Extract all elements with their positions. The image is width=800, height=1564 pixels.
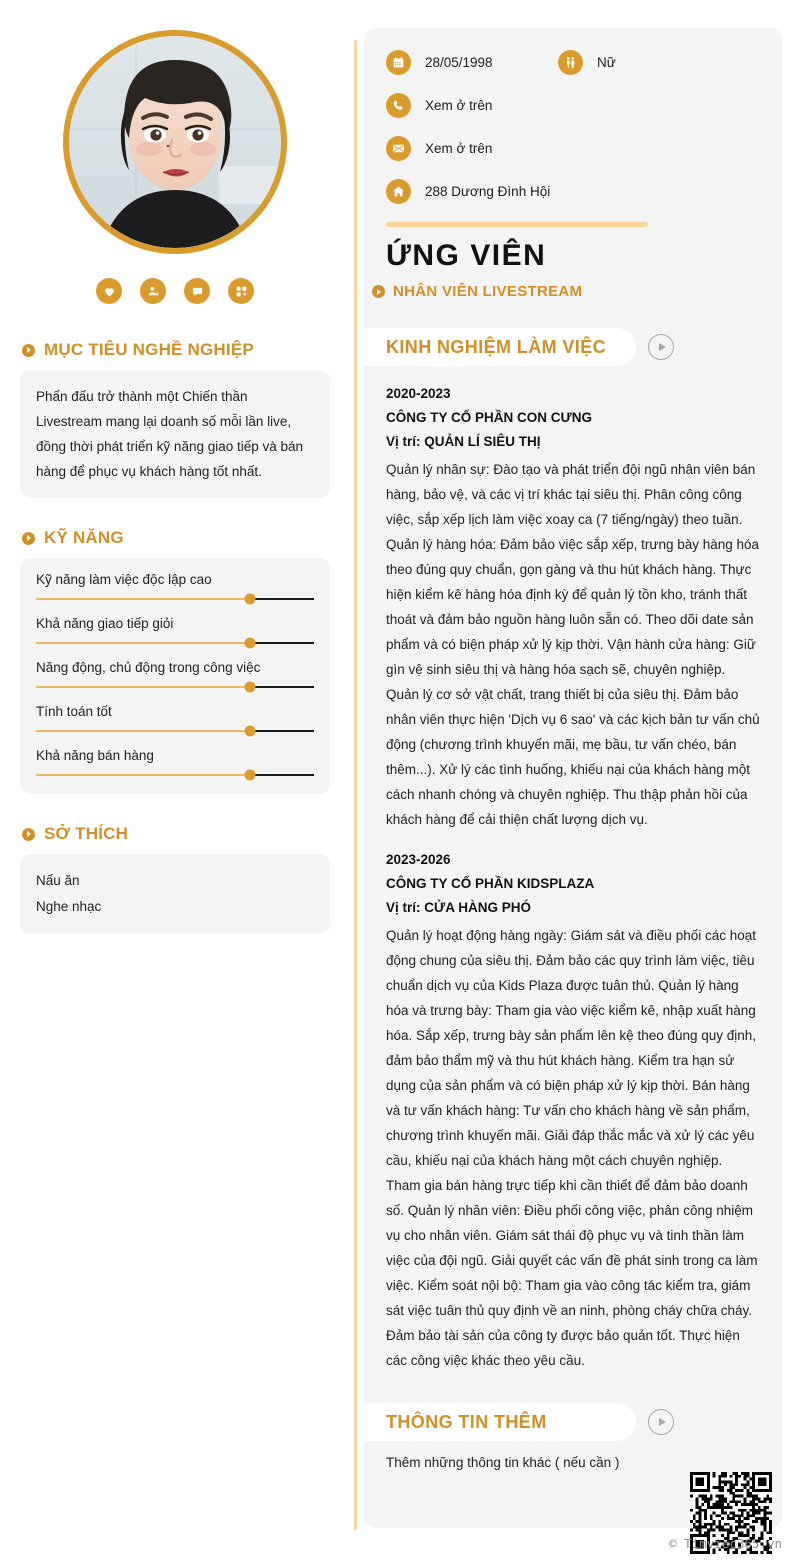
experience-company: CÔNG TY CỔ PHẦN CON CƯNG (386, 410, 592, 425)
experience-heading-row (364, 328, 782, 366)
hobbies-section (20, 824, 330, 934)
avatar-photo (69, 36, 281, 248)
experience-item (386, 848, 760, 1373)
experience-description: Quản lý hoạt động hàng ngày: Giám sát và điều phối các hoạt động chung của siêu thị. Đảm bảo các quy trình làm việc, tiêu chuẩn dịch vụ của Kids Plaza được tuân thủ. Quản lý hàng hóa và trưng bày: Tham gia vào việc kiểm kê, nhập xuất hàng hóa. Sắp xếp, trưng bày sản phẩm lên kệ theo đúng quy định, đảm bảo thẩm mỹ và thu hút khách hàng. Kiểm tra hạn sử dụng của sản phẩm và có biện pháp xử lý kịp thời. Bán hàng và tư vấn khách hàng: Tư vấn cho khách hàng về sản phẩm, chương trình khuyến mãi. Giải đáp thắc mắc và xử lý các yêu cầu, khiếu nại của khách hàng một cách chuyên nghiệp. Tham gia bán hàng trực tiếp khi cần thiết để đảm bảo doanh số. Quản lý nhân viên: Điều phối công việc, phân công nhiệm vụ cho nhân viên. Giám sát thái độ phục vụ và tinh thần làm việc của đội ngũ. Giải quyết các vấn đề phát sinh trong ca làm việc. Kiểm soát nội bộ: Tham gia vào công tác kiểm tra, giám sát việc tuân thủ quy định về an ninh, phòng cháy chữa cháy. Đảm bảo tài sản của công ty được bảo quản tốt. Thực hiện các công việc khác theo yêu cầu. (386, 928, 758, 1368)
bullet-arrow-icon (22, 532, 35, 545)
skill-track[interactable] (36, 730, 314, 732)
skills-card (20, 558, 330, 794)
skill-track[interactable] (36, 598, 314, 600)
phone-value: Xem ở trên (425, 98, 493, 113)
objective-text: Phấn đấu trở thành một Chiến thần Livestream mang lại doanh số mỗi lần live, đồng thời phát triển kỹ năng giao tiếp và bán hàng để phục vụ khách hàng tốt nhất. (36, 389, 304, 479)
skill-item (36, 660, 314, 688)
skill-knob[interactable] (245, 726, 256, 737)
skill-fill (36, 642, 250, 644)
bullet-arrow-icon (22, 828, 35, 841)
skill-knob[interactable] (245, 770, 256, 781)
experience-heading: KINH NGHIỆM LÀM VIỆC (386, 336, 607, 357)
experience-role: Vị trí: CỬA HÀNG PHÓ (386, 900, 531, 915)
footer-watermark: © Timviec365.vn (669, 1536, 782, 1551)
experience-item (386, 382, 760, 832)
avatar (63, 30, 287, 254)
page-title: ỨNG VIÊN (386, 239, 547, 272)
skill-item (36, 616, 314, 644)
left-column (0, 0, 350, 1564)
skill-item (36, 704, 314, 732)
skill-fill (36, 598, 250, 600)
add-user-icon[interactable] (140, 278, 166, 304)
extra-note: Thêm những thông tin khác ( nếu cần ) (386, 1455, 620, 1470)
calendar-icon (386, 50, 411, 75)
skill-label: Kỹ năng làm việc độc lập cao (36, 572, 212, 587)
objective-card (20, 370, 330, 498)
experience-role: Vị trí: QUẢN LÍ SIÊU THỊ (386, 434, 541, 449)
right-card (364, 28, 782, 1528)
social-icon-row (20, 278, 330, 304)
play-icon[interactable] (648, 334, 674, 360)
dob-cell (386, 50, 558, 75)
skill-label: Tính toán tốt (36, 704, 112, 719)
experience-company: CÔNG TY CỔ PHẦN KIDSPLAZA (386, 876, 595, 891)
extra-pill (364, 1403, 636, 1441)
contact-row (386, 136, 760, 161)
play-icon[interactable] (648, 1409, 674, 1435)
skills-section (20, 528, 330, 794)
skill-knob[interactable] (245, 638, 256, 649)
gender-value: Nữ (597, 55, 616, 70)
objective-section (20, 340, 330, 498)
gender-cell (558, 50, 616, 75)
skill-track[interactable] (36, 686, 314, 688)
skill-label: Năng động, chủ động trong công việc (36, 660, 261, 675)
skill-label: Khả năng bán hàng (36, 748, 154, 763)
position-row (372, 283, 782, 300)
apps-icon[interactable] (228, 278, 254, 304)
skill-knob[interactable] (245, 682, 256, 693)
skill-fill (36, 686, 250, 688)
skill-track[interactable] (36, 774, 314, 776)
hobbies-heading: SỞ THÍCH (44, 824, 129, 843)
contact-row (386, 50, 760, 75)
skill-label: Khả năng giao tiếp giỏi (36, 616, 174, 631)
skill-fill (36, 774, 250, 776)
experience-description: Quản lý nhân sự: Đào tạo và phát triển đội ngũ nhân viên bán hàng, bảo vệ, và các vị trí khác tại siêu thị. Phân công công việc, sắp xếp lịch làm việc xoay ca (7 tiếng/ngày) theo tuần. Quản lý hàng hóa: Đảm bảo việc sắp xếp, trưng bày hàng hóa theo đúng quy chuẩn, gọn gàng và thu hút khách hàng. Thực hiện kiểm kê hàng hóa định kỳ để quản lý tồn kho, tránh thất thoát và đảm bảo nguồn hàng luôn sẵn có. Theo dõi date sản phẩm và có biện pháp xử lý kịp thời. Vận hành cửa hàng: Giữ gìn vệ sinh siêu thị và hàng hóa sạch sẽ, chuyên nghiệp. Quản lý cơ sở vật chất, trang thiết bị của siêu thị. Đảm bảo nhân viên thực hiện 'Dịch vụ 6 sao' và các kịch bản tư vấn chủ động (chương trình khuyến mãi, mẹ bầu, tư vấn chéo, bán thêm...). Xử lý các tình huống, khiếu nại của khách hàng một cách nhanh chóng và chuyên nghiệp. Thu thập phản hồi của khách hàng để cải thiện chất lượng dịch vụ. (386, 462, 760, 827)
skill-item (36, 572, 314, 600)
dob-value: 28/05/1998 (425, 55, 493, 70)
skills-heading-row (22, 528, 330, 548)
hobby-item: Nấu ăn (36, 873, 80, 888)
skills-heading: KỸ NĂNG (44, 528, 124, 547)
objective-heading-row (22, 340, 330, 360)
contact-block (364, 28, 782, 204)
gender-icon (558, 50, 583, 75)
email-value: Xem ở trên (425, 141, 493, 156)
hobbies-list (36, 868, 314, 920)
contact-row (386, 93, 760, 118)
home-icon (386, 179, 411, 204)
experience-date: 2020-2023 (386, 386, 451, 401)
skill-fill (36, 730, 250, 732)
bullet-arrow-icon (22, 344, 35, 357)
objective-heading: MỤC TIÊU NGHỀ NGHIỆP (44, 340, 254, 359)
address-value: 288 Dương Đình Hội (425, 184, 551, 199)
skill-item (36, 748, 314, 776)
mail-icon (386, 136, 411, 161)
experience-pill (364, 328, 636, 366)
hobbies-card (20, 854, 330, 934)
hobby-item: Nghe nhạc (36, 899, 102, 914)
heart-icon[interactable] (96, 278, 122, 304)
skills-list (36, 572, 314, 776)
chat-icon[interactable] (184, 278, 210, 304)
bullet-arrow-icon (372, 285, 385, 298)
skill-knob[interactable] (245, 594, 256, 605)
contact-row (386, 179, 760, 204)
position-label: NHÂN VIÊN LIVESTREAM (393, 283, 583, 300)
divider (386, 222, 648, 227)
avatar-illustration (69, 36, 281, 248)
accent-rail (354, 40, 357, 1530)
extra-heading: THÔNG TIN THÊM (386, 1411, 547, 1432)
experience-date: 2023-2026 (386, 852, 451, 867)
right-column (350, 28, 782, 1533)
skill-track[interactable] (36, 642, 314, 644)
phone-icon (386, 93, 411, 118)
extra-heading-row (364, 1403, 782, 1441)
hobbies-heading-row (22, 824, 330, 844)
experience-list (364, 382, 782, 1373)
